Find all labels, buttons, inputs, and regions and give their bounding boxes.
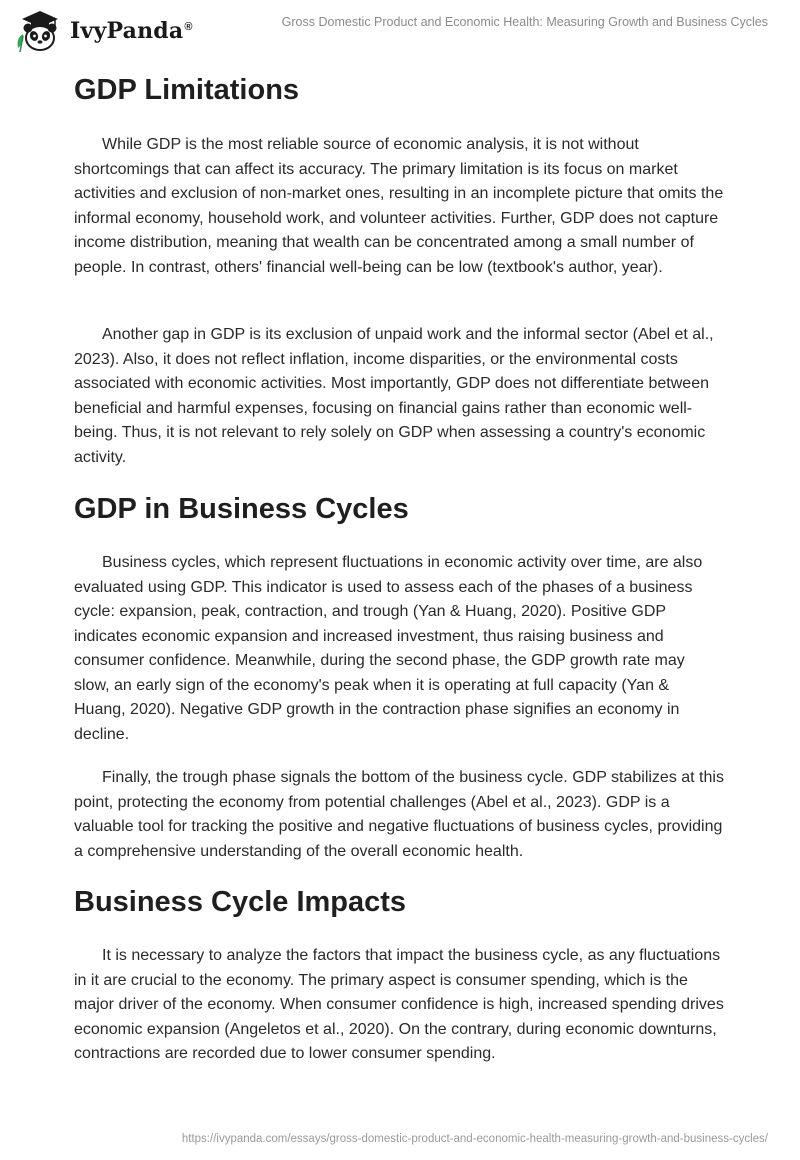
logo-wordmark: IvyPanda® — [70, 18, 193, 44]
page-header — [0, 0, 800, 64]
heading-business-cycle-impacts: Business Cycle Impacts — [74, 886, 407, 918]
paragraph: It is necessary to analyze the factors that impact the business cycle, as any fluctuations in it are crucial to the economy. The primary aspect is consumer spending, which is the major driver of the economy. When consumer confidence is high, increased spending drives economic expansion (Angeletos et al., 2020). On the contrary, during economic downturns, contractions are recorded due to lower consumer spending. — [74, 947, 724, 1062]
heading-gdp-limitations: GDP Limitations — [74, 74, 300, 106]
source-url[interactable]: https://ivypanda.com/essays/gross-domestic-product-and-economic-health-measuring-growth-and-business-cycles/ — [181, 1133, 768, 1145]
paragraph: Finally, the trough phase signals the bottom of the business cycle. GDP stabilizes at this point, protecting the economy from potential challenges (Abel et al., 2023). GDP is a valuable tool for tracking the positive and negative fluctuations of business cycles, providing a comprehensive understanding of the overall economic health. — [74, 769, 724, 860]
heading-gdp-in-business-cycles: GDP in Business Cycles — [74, 493, 409, 525]
panda-graduate-icon — [14, 8, 66, 54]
ivypanda-logo[interactable] — [14, 8, 193, 54]
document-title: Gross Domestic Product and Economic Health: Measuring Growth and Business Cycles — [281, 15, 768, 29]
paragraph: Another gap in GDP is its exclusion of unpaid work and the informal sector (Abel et al., 2023). Also, it does not reflect inflation, income disparities, or the environmental costs associated with economic activities. Most importantly, GDP does not differentiate between beneficial and harmful expenses, focusing on financial gains rather than economic well-being. Thus, it is not relevant to rely solely on GDP when assessing a country's economic activity. — [74, 326, 714, 466]
paragraph: While GDP is the most reliable source of economic analysis, it is not without shortcomings that can affect its accuracy. The primary limitation is its focus on market activities and exclusion of non-market ones, resulting in an incomplete picture that omits the informal economy, household work, and volunteer activities. Further, GDP does not capture income distribution, meaning that wealth can be concentrated among a small number of people. In contrast, others' financial well-being can be low (textbook's author, year). — [74, 136, 724, 276]
paragraph: Business cycles, which represent fluctuations in economic activity over time, are also evaluated using GDP. This indicator is used to assess each of the phases of a business cycle: expansion, peak, contraction, and trough (Yan & Huang, 2020). Positive GDP indicates economic expansion and increased investment, thus raising business and consumer confidence. Meanwhile, during the second phase, the GDP growth rate may slow, an early sign of the economy's peak when it is operating at full capacity (Yan & Huang, 2020). Negative GDP growth in the contraction phase signifies an economy in decline. — [74, 554, 703, 743]
